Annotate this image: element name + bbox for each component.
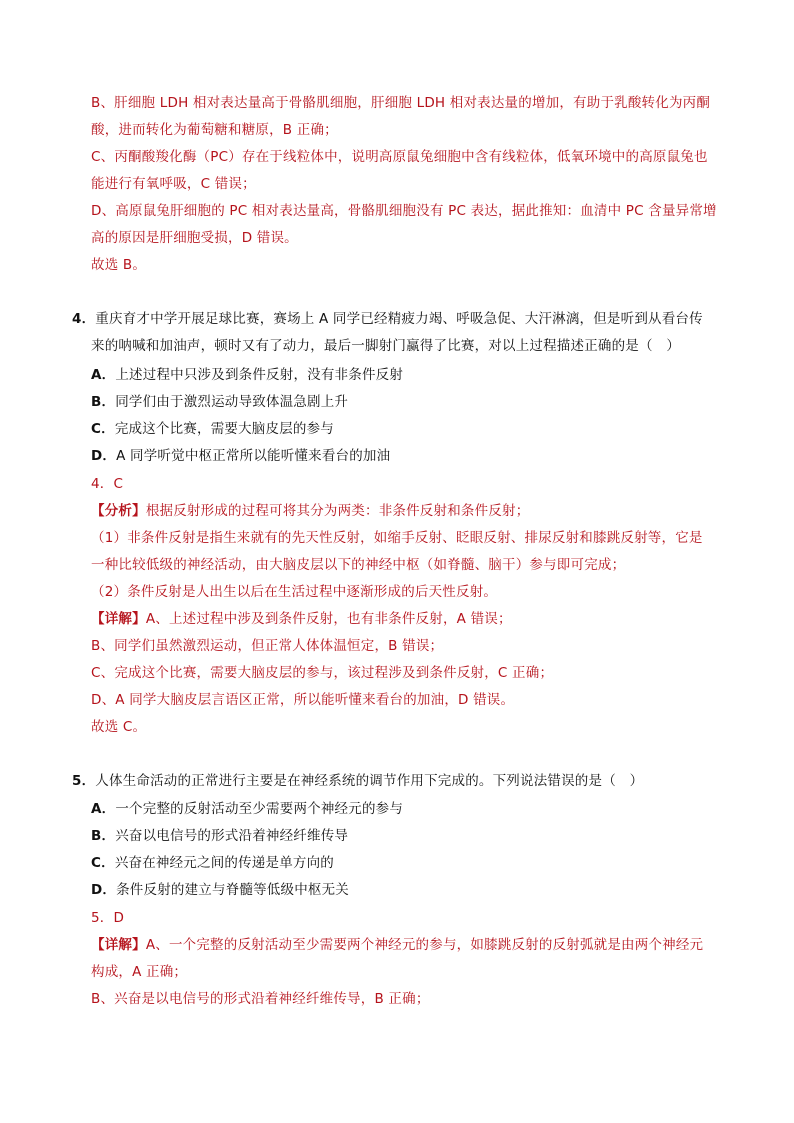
q4-option-b-text: 同学们由于激烈运动导致体温急剧上升 (115, 394, 349, 410)
q4-option-b-letter: B． (91, 394, 116, 410)
q4-detail-b: B、同学们虽然激烈运动，但正常人体体温恒定，B 错误； (91, 638, 444, 654)
q4-option-d (91, 447, 390, 465)
q4-detail-a (91, 610, 512, 628)
q5-number: 5． (72, 773, 96, 789)
q4-conclusion: 故选 C。 (91, 719, 147, 735)
q4-analysis-text: 根据反射形成的过程可将其分为两类：非条件反射和条件反射； (145, 503, 530, 519)
q5-stem (72, 772, 643, 790)
q5-option-b-text: 兴奋以电信号的形式沿着神经纤维传导 (115, 828, 349, 844)
q4-option-c-text: 完成这个比赛，需要大脑皮层的参与 (114, 421, 335, 437)
q4-option-a-letter: A． (91, 367, 116, 383)
q5-detail-tag: 【详解】 (91, 937, 146, 953)
q5-option-b-letter: B． (91, 828, 116, 844)
q5-option-a (91, 800, 403, 818)
q3-detail-c-line1: C、丙酮酸羧化酶（PC）存在于线粒体中，说明高原鼠兔细胞中含有线粒体，低氧环境中的高原鼠兔也 (91, 149, 708, 165)
q4-analysis-tag: 【分析】 (91, 503, 146, 519)
q4-option-b (91, 393, 348, 411)
q5-detail-b: B、兴奋是以电信号的形式沿着神经纤维传导，B 正确； (91, 991, 430, 1007)
q5-stem-text: 人体生命活动的正常进行主要是在神经系统的调节作用下完成的。下列说法错误的是（ ） (95, 773, 644, 789)
q4-option-d-letter: D． (91, 448, 117, 464)
q5-option-c-text: 兴奋在神经元之间的传递是单方向的 (114, 855, 335, 871)
q4-number: 4． (72, 311, 96, 327)
q3-detail-b-line1: B、肝细胞 LDH 相对表达量高于骨骼肌细胞，肝细胞 LDH 相对表达量的增加，有助于乳酸转化为丙酮 (91, 95, 711, 111)
q5-option-d (91, 881, 349, 899)
q4-analysis (91, 502, 529, 520)
q4-detail-a-text: A、上述过程中涉及到条件反射，也有非条件反射，A 错误； (145, 611, 512, 627)
q4-option-d-text: A 同学听觉中枢正常所以能听懂来看台的加油 (116, 448, 391, 464)
q5-option-a-text: 一个完整的反射活动至少需要两个神经元的参与 (115, 801, 404, 817)
q3-conclusion: 故选 B。 (91, 257, 147, 273)
q4-analysis-1-line1: （1）非条件反射是指生来就有的先天性反射，如缩手反射、眨眼反射、排尿反射和膝跳反射等，它是 (91, 530, 703, 546)
q5-option-b (91, 827, 348, 845)
q5-option-d-letter: D． (91, 882, 117, 898)
q5-detail-a-line1 (91, 936, 703, 954)
q4-option-c-letter: C． (91, 421, 115, 437)
q3-detail-b-line2: 酸，进而转化为葡萄糖和糖原，B 正确； (91, 122, 338, 138)
q5-detail-a-line2: 构成，A 正确； (91, 964, 188, 980)
q3-detail-d-line2: 高的原因是肝细胞受损，D 错误。 (91, 230, 298, 246)
q5-detail-a-text1: A、一个完整的反射活动至少需要两个神经元的参与，如膝跳反射的反射弧就是由两个神经元 (145, 937, 704, 953)
q4-option-a-text: 上述过程中只涉及到条件反射，没有非条件反射 (115, 367, 404, 383)
q4-stem-text1: 重庆育才中学开展足球比赛，赛场上 A 同学已经精疲力竭、呼吸急促、大汗淋漓，但是听到从看台传 (95, 311, 703, 327)
q5-option-c-letter: C． (91, 855, 115, 871)
q4-stem-line2: 来的呐喊和加油声，顿时又有了动力，最后一脚射门赢得了比赛，对以上过程描述正确的是（ ） (91, 338, 681, 354)
q4-analysis-1-line2: 一种比较低级的神经活动，由大脑皮层以下的神经中枢（如脊髓、脑干）参与即可完成； (91, 557, 626, 573)
q4-answer: 4．C (91, 476, 124, 492)
q3-detail-d-line1: D、高原鼠兔肝细胞的 PC 相对表达量高，骨骼肌细胞没有 PC 表达，据此推知：血清中 PC 含量异常增 (91, 203, 717, 219)
q5-answer: 5．D (91, 910, 125, 926)
q4-analysis-2: （2）条件反射是人出生以后在生活过程中逐渐形成的后天性反射。 (91, 584, 498, 600)
q4-detail-tag: 【详解】 (91, 611, 146, 627)
q4-option-a (91, 366, 403, 384)
q4-detail-c: C、完成这个比赛，需要大脑皮层的参与，该过程涉及到条件反射，C 正确； (91, 665, 554, 681)
q5-option-d-text: 条件反射的建立与脊髓等低级中枢无关 (116, 882, 350, 898)
q4-detail-d: D、A 同学大脑皮层言语区正常，所以能听懂来看台的加油，D 错误。 (91, 692, 515, 708)
q4-option-c (91, 420, 334, 438)
q3-detail-c-line2: 能进行有氧呼吸，C 错误； (91, 176, 256, 192)
q4-stem-line1 (72, 310, 703, 328)
q5-option-c (91, 854, 334, 872)
q5-option-a-letter: A． (91, 801, 116, 817)
